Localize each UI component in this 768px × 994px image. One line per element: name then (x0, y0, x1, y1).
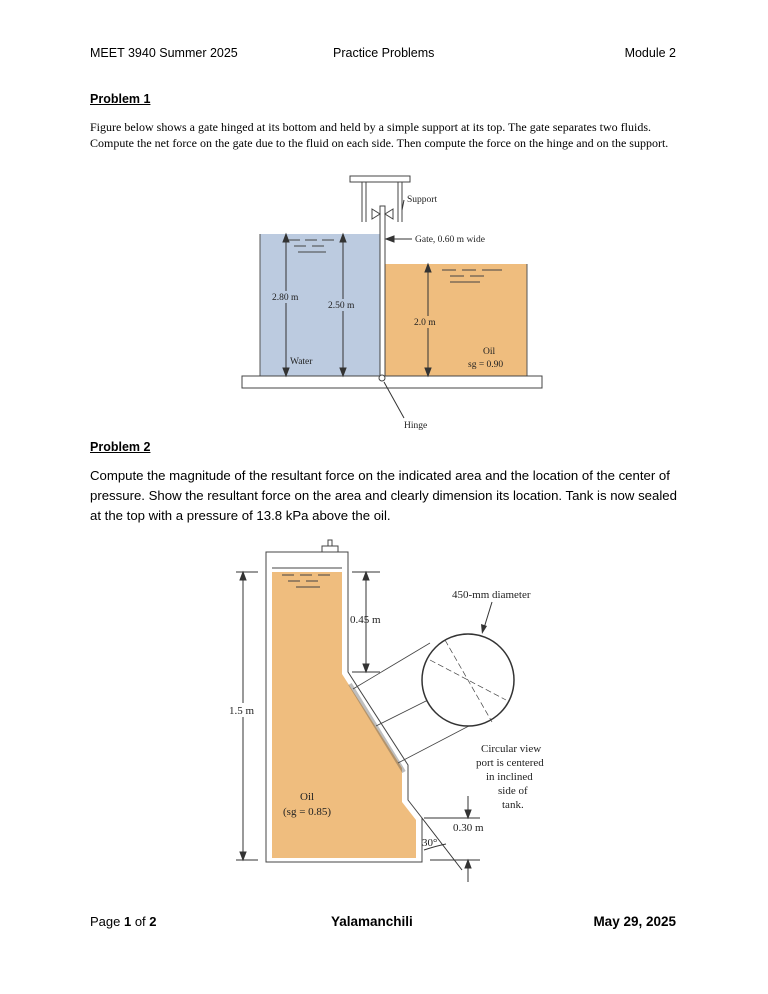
note-line-1: Circular view (481, 743, 542, 755)
dim-0-30: 0.30 m (453, 822, 484, 834)
dim-2-50: 2.50 m (328, 301, 355, 311)
dim-2-80: 2.80 m (272, 293, 299, 303)
footer-author: Yalamanchili (331, 914, 413, 929)
problem2-text: Compute the magnitude of the resultant force on the indicated area and the location of the center of pressure. Show the resultant force on the area and clearly dimension its location. Tank is now sealed at the top with a pressure of 13.8 kPa above the oil. (90, 468, 677, 523)
angle-label: 30° (422, 837, 438, 849)
problem1-title: Problem 1 (90, 92, 151, 106)
note-line-5: tank. (502, 799, 524, 811)
diameter-label: 450-mm diameter (452, 589, 531, 601)
dim-1-5: 1.5 m (229, 705, 255, 717)
problem2-title: Problem 2 (90, 440, 151, 454)
gate-label: Gate, 0.60 m wide (415, 235, 485, 245)
header-title: Practice Problems (333, 46, 435, 60)
dim-0-45: 0.45 m (350, 614, 381, 626)
note-line-3: in inclined (486, 771, 533, 783)
header-module: Module 2 (624, 46, 676, 60)
water-label: Water (290, 357, 313, 367)
problem1-text: Figure below shows a gate hinged at its bottom and held by a simple support at its top. The gate separates two fluids. Compute the net force on the gate due to the fluid on each side. Then compute the force on the hinge and on the support. (90, 120, 669, 150)
note-line-4: side of (498, 785, 528, 797)
support-label: Support (407, 195, 438, 205)
header-course: MEET 3940 Summer 2025 (90, 46, 238, 60)
oil-sg-label: sg = 0.90 (468, 360, 504, 370)
note-line-2: port is centered (476, 757, 544, 769)
oil-sg-label: (sg = 0.85) (283, 806, 332, 818)
dim-2-0: 2.0 m (414, 318, 436, 328)
hinge-label: Hinge (404, 421, 428, 431)
footer-page: Page 1 of 2 (90, 914, 157, 929)
footer-date: May 29, 2025 (593, 914, 676, 929)
oil-label: Oil (483, 347, 496, 357)
oil-label: Oil (300, 791, 315, 803)
